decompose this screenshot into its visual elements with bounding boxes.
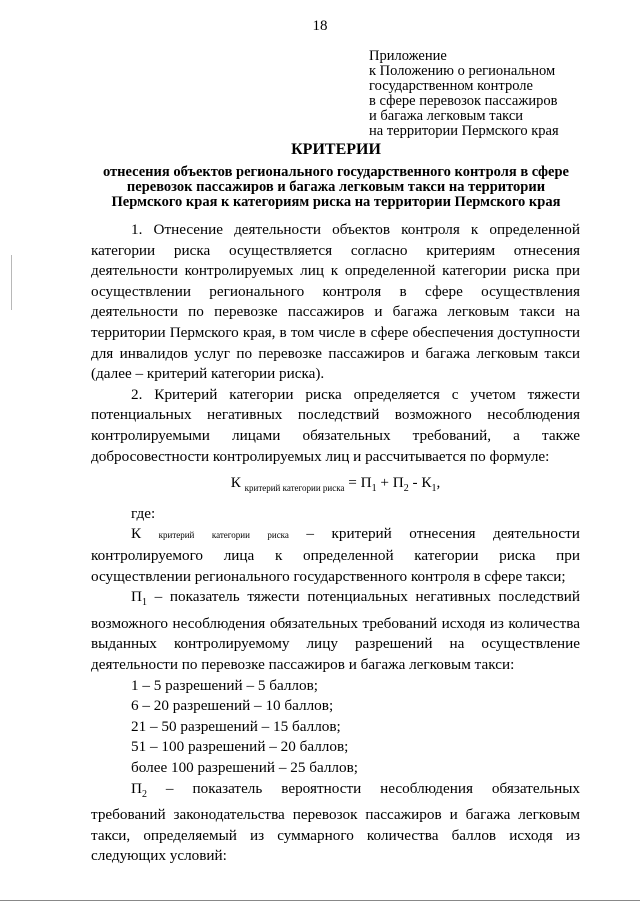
formula-k: К <box>230 474 241 492</box>
formula-minus: - К <box>408 474 432 492</box>
formula-p1-subscript: 1 <box>371 483 377 495</box>
k-dash: – <box>306 525 314 543</box>
p2-text: – показатель вероятности несоблюдения обязательных требований законодательства перевозок пассажиров и багажа легковым такси, определяемый из суммарного количества баллов исходя из следующих условий: <box>91 779 580 865</box>
appendix-line: и багажа легковым такси <box>369 108 524 124</box>
appendix-line: к Положению о региональном <box>369 63 556 79</box>
k-word-1: критерий <box>331 525 392 543</box>
k-word-2: отнесения <box>409 525 476 543</box>
p1-text: – показатель тяжести потенциальных негативных последствий возможного несоблюдения обязательных требований исходя из количества выданных контролируемому лицу разрешений на осуществление деятельности по перевозке пассажиров и багажа легковым такси: <box>91 588 580 673</box>
document-subtitle <box>0 165 640 209</box>
formula-rhs: = П <box>348 474 372 492</box>
paragraph-1: 1. Отнесение деятельности объектов контроля к определенной категории риска осуществляется согласно критериям отнесения деятельности контролируемых лиц к определенной категории риска при осуществлении регионального контроля в сфере осуществления деятельности по перевозке пассажиров и багажа легковым такси на территории Пермского края, в том числе в сфере обеспечения доступности для инвалидов услуг по перевозке пассажиров и багажа легковым такси (далее – критерий категории риска). <box>91 221 580 383</box>
subtitle-line: перевозок пассажиров и багажа легковым такси на территории <box>126 178 546 195</box>
formula-p2-subscript: 2 <box>403 483 409 495</box>
p1-definition <box>91 587 580 675</box>
formula-plus: + П <box>376 474 404 492</box>
p2-subscript: 2 <box>141 788 147 800</box>
formula-end: , <box>436 474 441 492</box>
risk-formula <box>91 473 580 500</box>
appendix-line: в сфере перевозок пассажиров <box>369 93 558 109</box>
p1-item: более 100 разрешений – 25 баллов; <box>131 758 358 776</box>
k-definition-rest: контролируемого лица к определенной категории риска при осуществлении регионального государственного контроля в сфере такси; <box>91 546 580 585</box>
k-definition-head <box>91 524 580 546</box>
subtitle-line: Пермского края к категориям риска на территории Пермского края <box>111 193 561 210</box>
k-symbol: К <box>131 525 142 543</box>
where-label: где: <box>131 504 156 522</box>
appendix-line: на территории Пермского края <box>369 123 559 139</box>
scan-margin-mark <box>11 255 12 310</box>
k-sub-word-1: критерий <box>158 530 195 541</box>
p1-item: 51 – 100 разрешений – 20 баллов; <box>131 738 349 756</box>
document-title: КРИТЕРИИ <box>291 141 381 158</box>
formula-k1-subscript: 1 <box>431 483 437 495</box>
appendix-line: государственном контроле <box>369 78 533 94</box>
p1-item: 6 – 20 разрешений – 10 баллов; <box>131 697 334 715</box>
appendix-line: Приложение <box>369 48 447 64</box>
appendix-header <box>369 49 559 139</box>
k-word-3: деятельности <box>492 525 580 543</box>
paragraph-2: 2. Критерий категории риска определяется с учетом тяжести потенциальных негативных последствий возможного несоблюдения контролируемыми лицами обязательных требований, а также добросовестности контролируемых лиц и рассчитывается по формуле: <box>91 385 580 465</box>
document-body <box>91 220 580 867</box>
p1-item: 21 – 50 разрешений – 15 баллов; <box>131 717 341 735</box>
subtitle-line: отнесения объектов регионального государственного контроля в сфере <box>102 164 569 180</box>
k-sub-word-3: риска <box>267 530 289 541</box>
scan-bottom-edge <box>0 900 640 901</box>
k-sub-word-2: категории <box>211 530 250 541</box>
p2-definition <box>91 779 580 867</box>
page-number: 18 <box>312 18 328 34</box>
p2-symbol: П <box>131 779 142 797</box>
p1-subscript: 1 <box>141 597 147 609</box>
p1-symbol: П <box>131 588 142 606</box>
formula-k-subscript: критерий категории риска <box>244 483 345 494</box>
p1-item: 1 – 5 разрешений – 5 баллов; <box>131 676 318 694</box>
